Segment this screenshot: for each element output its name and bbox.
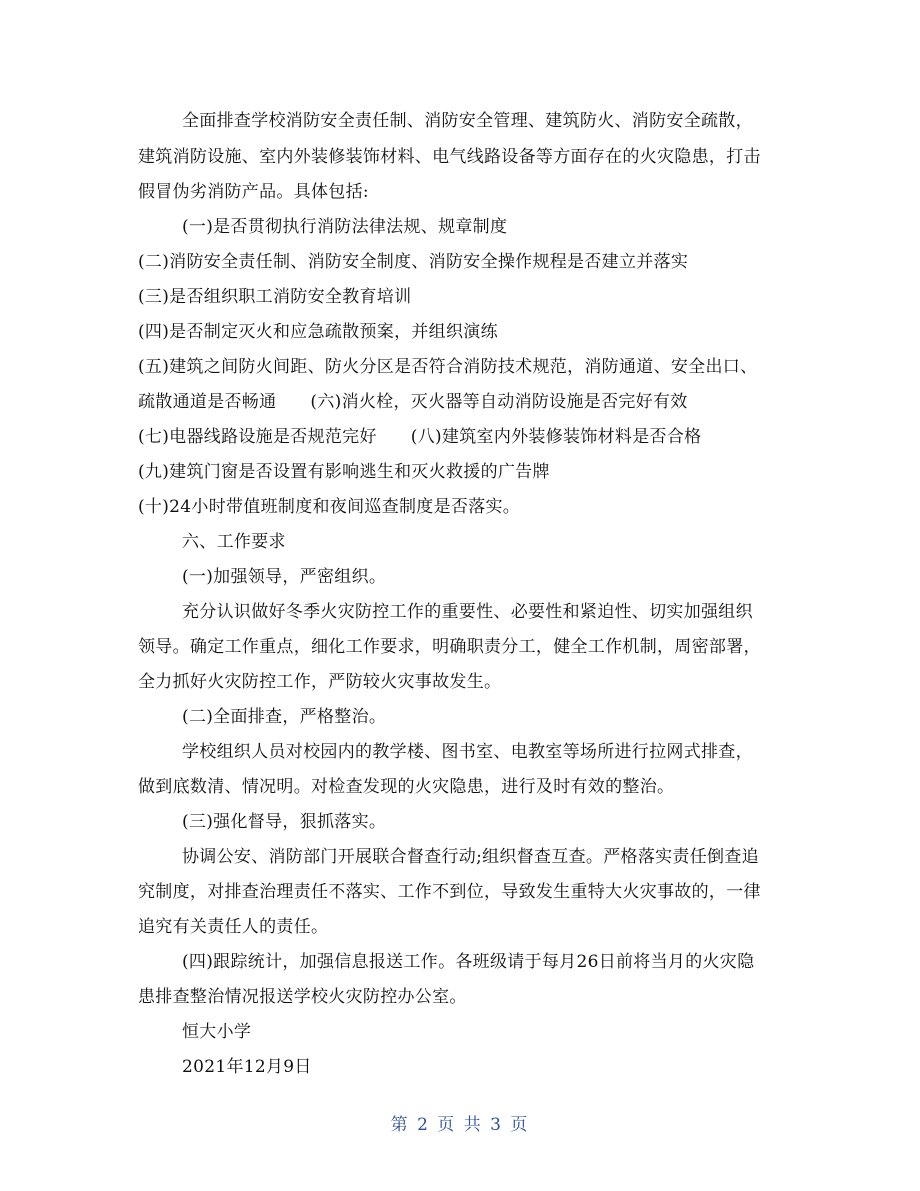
requirement-4-body-line-1: (四)跟踪统计，加强信息报送工作。各班级请于每月26日前将当月的火灾隐 <box>182 952 755 972</box>
check-item-2: (二)消防安全责任制、消防安全制度、消防安全操作规程是否建立并落实 <box>138 252 689 272</box>
requirement-1-body-line-3: 全力抓好火灾防控工作，严防较火灾事故发生。 <box>138 672 502 692</box>
requirement-3-body-line-1: 协调公安、消防部门开展联合督查行动;组织督查互查。严格落实责任倒查追 <box>182 847 759 867</box>
check-item-6: (六)消火栓，灭火器等自动消防设施是否完好有效 <box>310 392 688 412</box>
check-item-8: (八)建筑室内外装修装饰材料是否合格 <box>410 427 702 447</box>
document-date: 2021年12月9日 <box>182 1057 312 1077</box>
section-6-heading: 六、工作要求 <box>182 532 286 552</box>
intro-paragraph-line-1: 全面排查学校消防安全责任制、消防安全管理、建筑防火、消防安全疏散， <box>182 111 753 131</box>
requirement-1-heading: (一)加强领导，严密组织。 <box>182 567 387 587</box>
check-item-4: (四)是否制定灭火和应急疏散预案，并组织演练 <box>138 322 498 342</box>
check-item-1: (一)是否贯彻执行消防法律法规、规章制度 <box>182 217 508 237</box>
check-item-9: (九)建筑门窗是否设置有影响逃生和灭火救援的广告牌 <box>138 462 550 482</box>
check-item-5-6-line <box>138 391 688 413</box>
page-number-footer: 第 2 页 共 3 页 <box>390 1115 530 1135</box>
requirement-1-body-line-1: 充分认识做好冬季火灾防控工作的重要性、必要性和紧迫性、切实加强组织 <box>182 602 753 622</box>
check-item-3: (三)是否组织职工消防安全教育培训 <box>138 287 412 307</box>
intro-paragraph-line-2: 建筑消防设施、室内外装修装饰材料、电气线路设备等方面存在的火灾隐患，打击 <box>138 147 761 167</box>
requirement-3-body-line-3: 追究有关责任人的责任。 <box>138 917 329 937</box>
intro-paragraph-line-3: 假冒伪劣消防产品。具体包括: <box>138 182 369 202</box>
check-item-7: (七)电器线路设施是否规范完好 <box>138 427 377 447</box>
requirement-3-body-line-2: 究制度，对排查治理责任不落实、工作不到位，导致发生重特大火灾事故的，一律 <box>138 882 761 902</box>
check-item-5-line-1: (五)建筑之间防火间距、防火分区是否符合消防技术规范，消防通道、安全出口、 <box>138 357 758 377</box>
requirement-4-body-line-2: 患排查整治情况报送学校火灾防控办公室。 <box>138 987 467 1007</box>
check-item-10: (十)24小时带值班制度和夜间巡查制度是否落实。 <box>138 497 521 517</box>
requirement-2-body-line-1: 学校组织人员对校园内的教学楼、图书室、电教室等场所进行拉网式排查， <box>182 742 753 762</box>
check-item-7-8-line <box>138 426 701 448</box>
requirement-1-body-line-2: 领导。确定工作重点，细化工作要求，明确职责分工，健全工作机制，周密部署， <box>138 637 761 657</box>
signature: 恒大小学 <box>182 1022 252 1042</box>
requirement-2-body-line-2: 做到底数清、情况明。对检查发现的火灾隐患，进行及时有效的整治。 <box>138 777 675 797</box>
requirement-2-heading: (二)全面排查，严格整治。 <box>182 707 387 727</box>
check-item-5-line-2: 疏散通道是否畅通 <box>138 392 277 412</box>
requirement-3-heading: (三)强化督导，狠抓落实。 <box>182 812 387 832</box>
